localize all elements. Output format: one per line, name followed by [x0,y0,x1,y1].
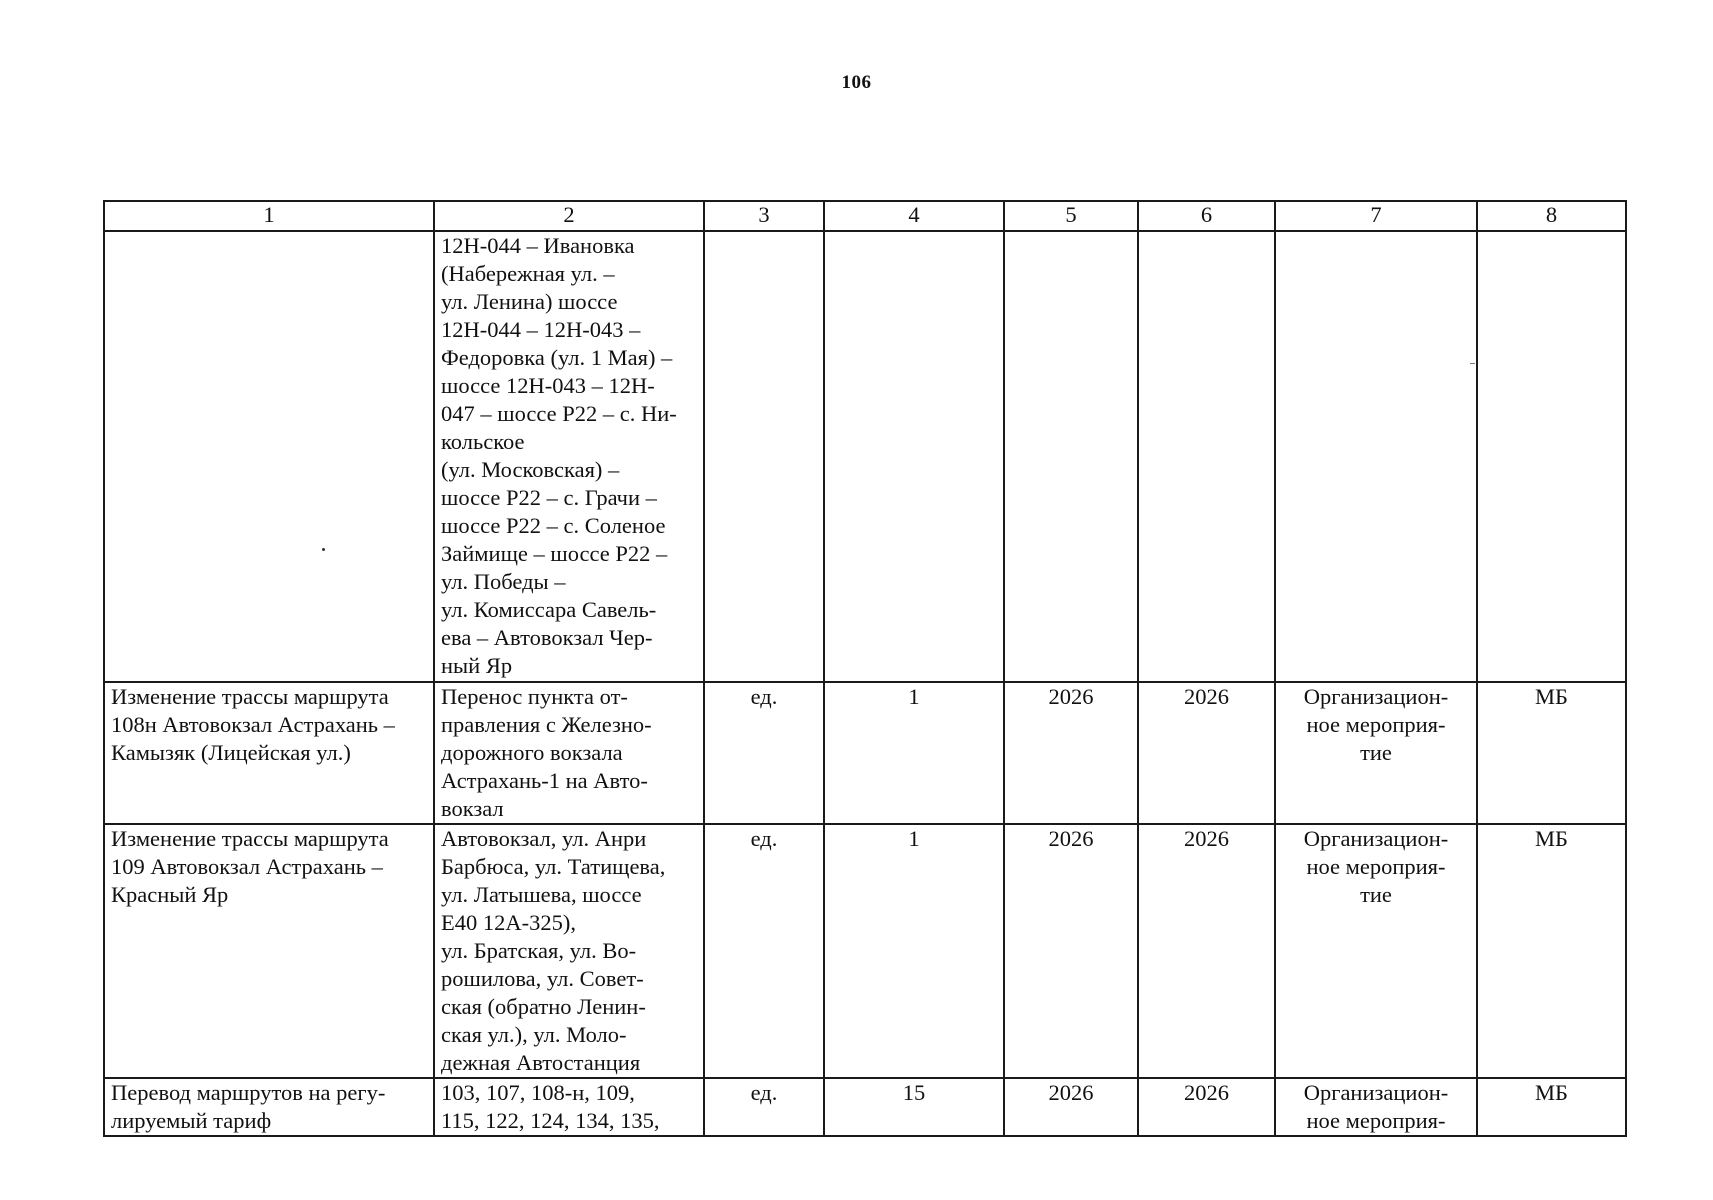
cell-measure: Перевод маршрутов на регу- лируемый тариф [104,1078,434,1136]
cell-funding-source [1477,231,1626,682]
cell-cost-type: Организацион- ное мероприя- [1275,1078,1477,1136]
cell-unit [704,231,824,682]
cell-funding-source: МБ [1477,682,1626,824]
header-col-3: 3 [704,201,824,231]
cell-unit: ед. [704,824,824,1078]
header-col-1: 1 [104,201,434,231]
cell-route-description: 103, 107, 108-н, 109, 115, 122, 124, 134, 135, [434,1078,704,1136]
cell-cost-type: Организацион- ное мероприя- тие [1275,682,1477,824]
cell-route-description: Автовокзал, ул. Анри Барбюса, ул. Татищева, ул. Латышева, шоссе Е40 12А-325), ул. Братская, ул. Во- рошилова, ул. Совет- ская (обратно Ленин- ская ул.), ул. Моло- дежная Автостанция [434,824,704,1078]
cell-cost-type: Организацион- ное мероприя- тие [1275,824,1477,1078]
cell-quantity: 15 [824,1078,1004,1136]
cell-measure: Изменение трассы маршрута 109 Автовокзал Астрахань – Красный Яр [104,824,434,1078]
header-col-8: 8 [1477,201,1626,231]
table-row [104,682,1626,824]
cell-start-year [1004,231,1138,682]
cell-unit: ед. [704,1078,824,1136]
cell-funding-source: МБ [1477,1078,1626,1136]
measures-table [103,200,1627,1137]
cell-route-description: 12Н-044 – Ивановка (Набережная ул. – ул. Ленина) шоссе 12Н-044 – 12Н-043 – Федоровка (ул. 1 Мая) – шоссе 12Н-043 – 12Н- 047 – шоссе Р22 – с. Ни- кольское (ул. Московская) – шоссе Р22 – с. Грачи – шоссе Р22 – с. Соленое Займище – шоссе Р22 – ул. Победы – ул. Комиссара Савель- ева – Автовокзал Чер- ный Яр [434,231,704,682]
cell-route-description: Перенос пункта от- правления с Железно- дорожного вокзала Астрахань-1 на Авто- вокзал [434,682,704,824]
header-col-6: 6 [1138,201,1275,231]
header-col-5: 5 [1004,201,1138,231]
header-col-4: 4 [824,201,1004,231]
table-row [104,231,1626,682]
header-col-7: 7 [1275,201,1477,231]
cell-end-year: 2026 [1138,1078,1275,1136]
cell-quantity: 1 [824,824,1004,1078]
cell-cost-type [1275,231,1477,682]
header-row [104,201,1626,231]
cell-unit: ед. [704,682,824,824]
table-row [104,1078,1626,1136]
cell-quantity [824,231,1004,682]
cell-measure: Изменение трассы маршрута 108н Автовокзал Астрахань – Камызяк (Лицейская ул.) [104,682,434,824]
page-number: 106 [841,72,872,93]
cell-start-year: 2026 [1004,682,1138,824]
cell-quantity: 1 [824,682,1004,824]
header-col-2: 2 [434,201,704,231]
cell-start-year: 2026 [1004,824,1138,1078]
cell-end-year: 2026 [1138,824,1275,1078]
cell-end-year: 2026 [1138,682,1275,824]
cell-end-year [1138,231,1275,682]
table-row [104,824,1626,1078]
cell-funding-source: МБ [1477,824,1626,1078]
cell-measure [104,231,434,682]
cell-start-year: 2026 [1004,1078,1138,1136]
